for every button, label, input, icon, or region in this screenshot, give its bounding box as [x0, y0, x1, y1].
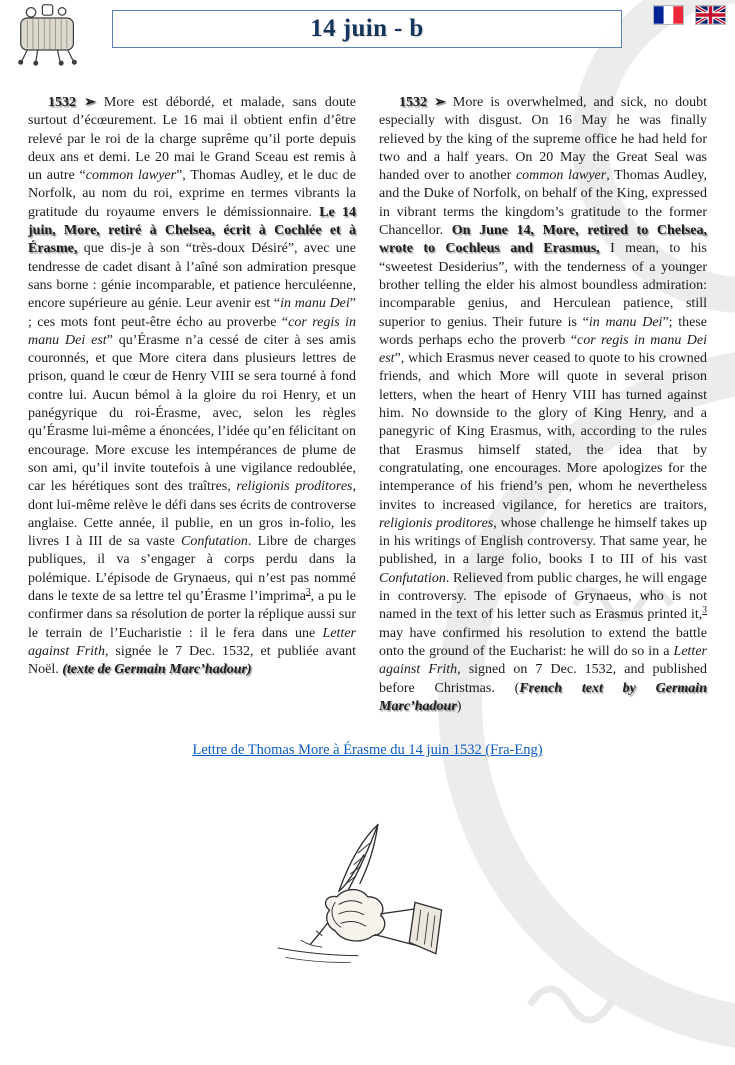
shrine-engraving-drawing — [8, 2, 88, 66]
page-title: 14 juin - b — [310, 15, 424, 42]
hand-writing-engraving — [260, 815, 475, 967]
text-run: ”, which Erasmus never ceased to quote to his crowned friends, and which More will quote in several prison letters, when the heart of Henry VIII has turned against him. No downside to the glory of King Henry, and a panegyric of King Erasmus, with, according to the rules that Erasmus himself stated, the idea that by congratulating, one encourages. More apologizes for the intemperance of his friend’s pen, whom he nevertheless invites to increased vigilance, for heretics are traitors, — [379, 351, 707, 513]
text-run: Letter against Frith — [379, 643, 707, 678]
shrine-engraving — [8, 2, 88, 66]
text-run: que dis-je à son “très-doux Désiré”, avec une tendresse de cadet disant à l’aîné son admiration presque sans borne : génie incomparable, et patience herculéenne, encore supérieure au génie. Leur avenir est “ — [28, 241, 356, 312]
text-run: Confutation — [180, 534, 248, 550]
text-run: , signée le 7 Dec. 1532, et publiée avant Noël. — [28, 643, 356, 678]
two-column-text — [0, 94, 735, 716]
text-run: (texte de Germain Marc’hadour) — [62, 662, 252, 678]
text-run: ) — [456, 698, 462, 714]
text-run: , a pu le confirmer dans sa résolution de porter la réplique aussi sur le terrain de l’Eucharistie : il le fera dans une — [28, 589, 356, 641]
text-run: in manu Dei — [588, 314, 663, 330]
text-run: 1532 ➢ — [399, 95, 453, 110]
language-flags — [654, 6, 725, 24]
text-run: . Libre de charges publiques, il va s’engager à corps perdu dans la polémique. L’épisode de Grynaeus, qui n’est pas nommé dans le texte de sa lettre tel qu’Érasme l’imprima — [28, 534, 357, 605]
text-run: On June 14, More, retired to Chelsea, wrote to Cochleus and Erasmus, — [379, 223, 707, 257]
hand-quill-drawing — [260, 815, 475, 967]
text-run: ” qu’Érasme n’a cessé de citer à ses amis couronnés, et que More citera dans plusieurs lettres de prison, quand le cœur de Henry VIII se sera tourné à fond contre lui. Aucun bémol à la gloire du roi Henry, et un panégyrique du roi-Érasme, avec, selon les règles qu’Érasme lui-même a énoncées, l’idée qu’en félicitant on encourage. More excuse les intempérances de plume de son ami, qu’il invite toutefois à une vigilance redoublée, car les hérétiques sont des traîtres, — [28, 332, 356, 495]
text-run: common lawyer — [85, 168, 177, 184]
text-run: cor regis in manu Dei est — [379, 332, 708, 367]
text-run: Letter against Frith — [28, 625, 356, 659]
text-run: ”; these words perhaps echo the proverb “ — [379, 314, 707, 348]
text-run: , whose challenge he himself takes up in his writings of English controversy. That same year, he published, in a large folio, books I to III of his vast — [379, 515, 707, 568]
text-run: ”, Thomas Audley, et le duc de Norfolk, au nom du roi, exprime en termes vibrants la gratitude du royaume envers le démissionnaire. — [28, 168, 357, 220]
text-run: . Relieved from public charges, he will engage in controversy. The episode of Grynaeus, who is not named in the text of his letter such as Erasmus printed it, — [379, 570, 707, 623]
text-run: religionis proditores — [236, 479, 353, 495]
french-flag-icon[interactable] — [654, 6, 683, 24]
footnote-ref[interactable]: 3 — [305, 587, 311, 598]
text-run: More est débordé, et malade, sans doute surtout d’écœurement. Le 16 mai il obtient enfin d’être relevé par le roi de la charge suprême qu’il porte depuis deux ans et demi. Le 20 mai le Grand Sceau est remis à un autre “ — [28, 95, 356, 184]
text-run: I mean, to his “sweetest Desiderius”, with the tenderness of a younger brother telling the elder his almost boundless admiration: incomparable genius, and Herculean patience, still superior to genius. Their future is “ — [379, 241, 707, 330]
french-column — [28, 94, 356, 716]
text-run: cor regis in manu Dei est — [28, 314, 356, 348]
letter-link[interactable]: Lettre de Thomas More à Érasme du 14 juin 1532 (Fra-Eng) — [192, 742, 543, 759]
letter-link-row — [0, 742, 735, 759]
uk-flag-icon[interactable] — [696, 6, 725, 24]
text-run: may have confirmed his resolution to extend the battle onto the ground of the Eucharist: he will do so in a — [379, 625, 707, 659]
text-run: , Thomas Audley, and the Duke of Norfolk, on behalf of the King, expressed in vibrant terms the kingdom’s gratitude to the former Chancellor. — [379, 168, 707, 239]
text-run: religionis proditores — [379, 515, 494, 531]
text-run: in manu Dei — [280, 296, 350, 312]
text-run: 1532 ➢ — [48, 95, 104, 110]
footnote-ref[interactable]: 3 — [702, 605, 707, 616]
text-run: common lawyer — [515, 168, 607, 184]
text-run: More is overwhelmed, and sick, no doubt especially with disgust. On 16 May he was finally relieved by the king of the supreme office he had held for two and a half years. On 20 May the Great Seal was handed over to another — [379, 95, 707, 184]
text-run: ” ; ces mots font peut-être écho au proverbe “ — [28, 296, 356, 330]
header — [0, 0, 735, 74]
text-run: French text by Germain Marc’hadour — [379, 680, 707, 714]
title-box — [112, 10, 622, 48]
english-column — [379, 94, 707, 716]
text-run: , dont lui-même relève le défi dans ses écrits de controverse anglaise. Cette année, il publie, en un gros in-folio, les livres I à III de sa vaste — [28, 479, 356, 550]
text-run: Le 14 juin, More, retiré à Chelsea, écrit à Cochlée et à Érasme, — [28, 204, 356, 257]
text-run: , signed on 7 Dec. 1532, and published before Christmas. ( — [379, 662, 707, 696]
text-run: Confutation — [379, 570, 446, 586]
